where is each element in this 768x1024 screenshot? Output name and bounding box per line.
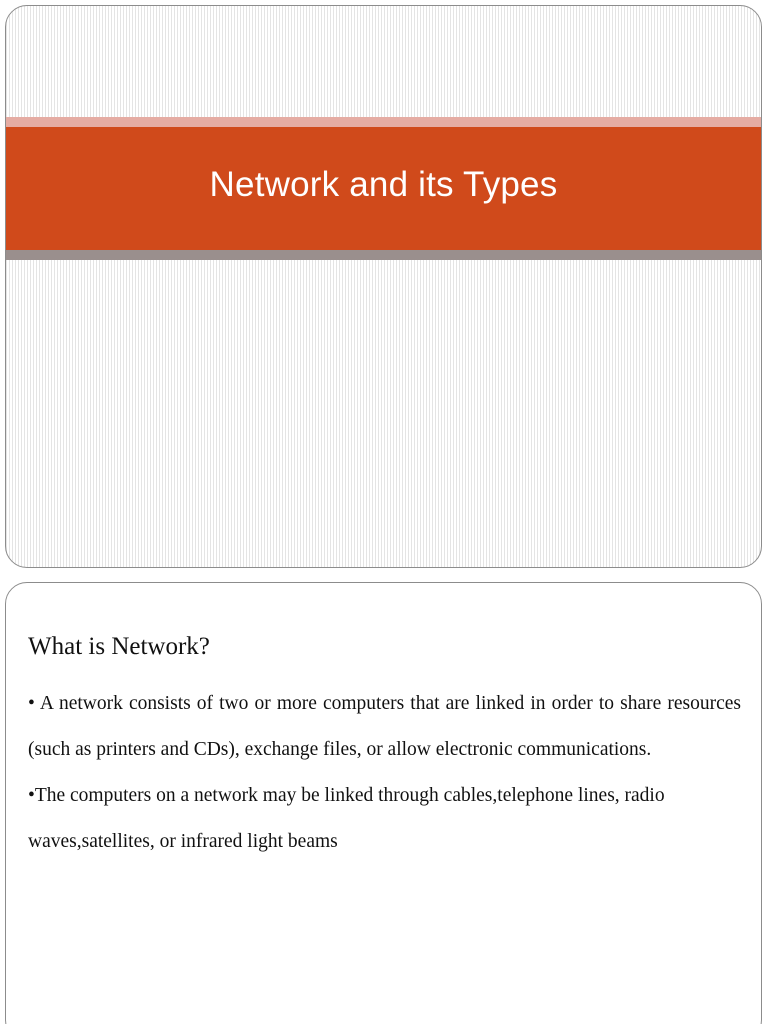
content-slide	[5, 582, 762, 1024]
title-slide	[5, 5, 762, 568]
title-band	[6, 127, 761, 250]
slide-title: Network and its Types	[209, 164, 558, 204]
title-band-top-stripe	[6, 117, 761, 127]
content-heading: What is Network?	[28, 633, 210, 660]
content-body	[28, 681, 741, 865]
title-band-bottom-stripe	[6, 250, 761, 260]
bullet-paragraph: •The computers on a network may be linked through cables,telephone lines, radio waves,satellites, or infrared light beams	[28, 785, 665, 852]
bullet-paragraph: • A network consists of two or more computers that are linked in order to share resources (such as printers and CDs), exchange files, or allow electronic communications.	[28, 693, 741, 760]
